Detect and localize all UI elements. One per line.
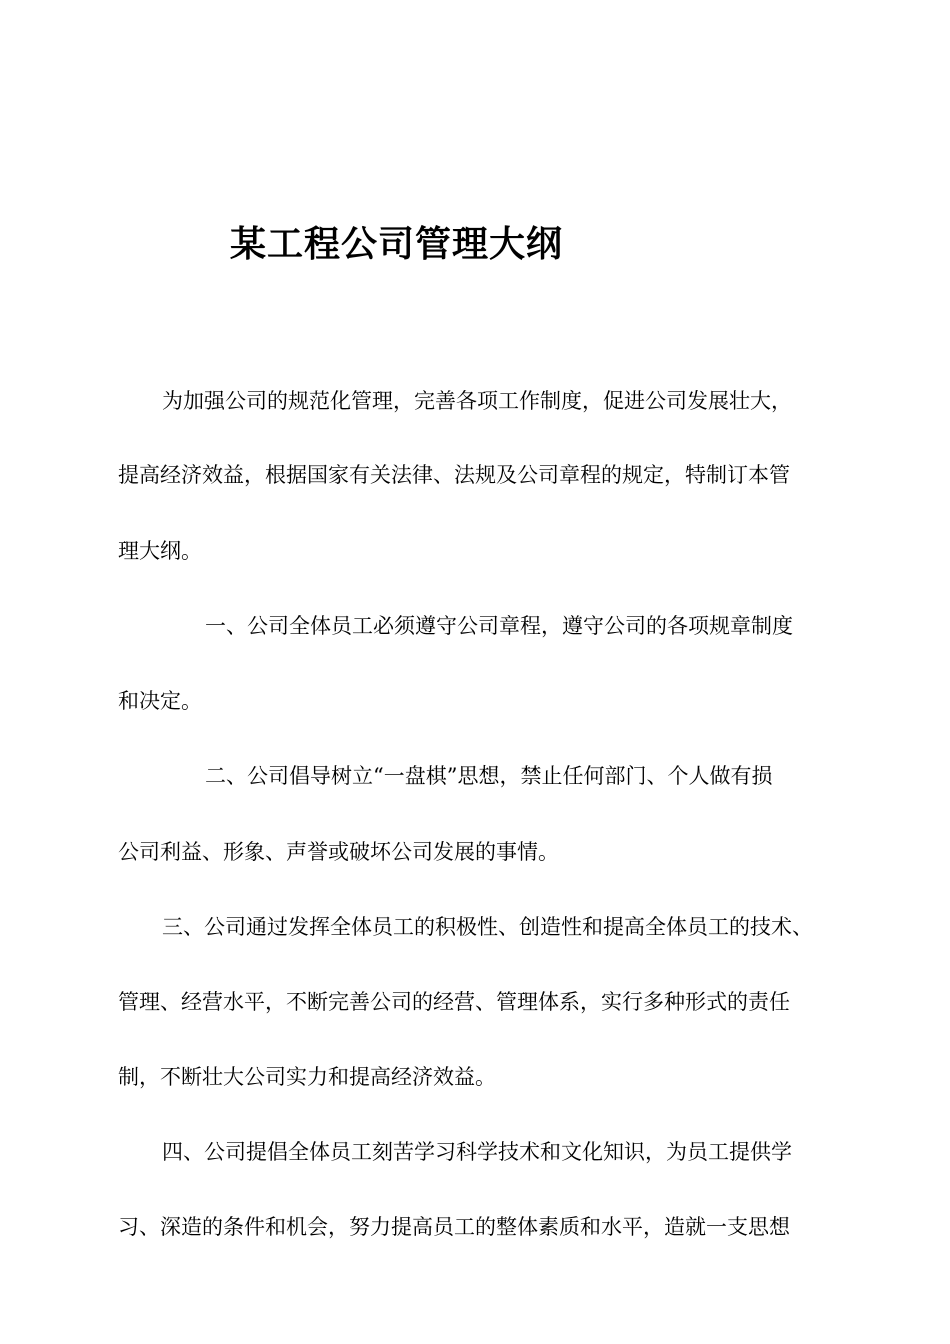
clause-1-line-2: 和决定。 [118, 689, 202, 713]
clause-4-line-1: 四、公司提倡全体员工刻苦学习科学技术和文化知识，为员工提供学 [162, 1140, 792, 1164]
clause-2-line-1: 二、公司倡导树立“一盘棋”思想，禁止任何部门、个人做有损 [205, 764, 773, 788]
clause-3-line-1: 三、公司通过发挥全体员工的积极性、创造性和提高全体员工的技术、 [162, 915, 813, 939]
clause-3-line-2: 管理、经营水平，不断完善公司的经营、管理体系，实行多种形式的责任 [118, 990, 790, 1014]
clause-1-line-1: 一、公司全体员工必须遵守公司章程，遵守公司的各项规章制度 [205, 614, 793, 638]
document-title: 某工程公司管理大纲 [230, 223, 564, 265]
clause-3-line-3: 制，不断壮大公司实力和提高经济效益。 [118, 1065, 496, 1089]
clause-4-line-2: 习、深造的条件和机会，努力提高员工的整体素质和水平，造就一支思想 [118, 1215, 790, 1239]
intro-line-1: 为加强公司的规范化管理，完善各项工作制度，促进公司发展壮大， [162, 389, 792, 413]
intro-line-3: 理大纲。 [118, 539, 202, 563]
intro-line-2: 提高经济效益，根据国家有关法律、法规及公司章程的规定，特制订本管 [118, 463, 790, 487]
clause-2-line-2: 公司利益、形象、声誉或破坏公司发展的事情。 [118, 840, 559, 864]
